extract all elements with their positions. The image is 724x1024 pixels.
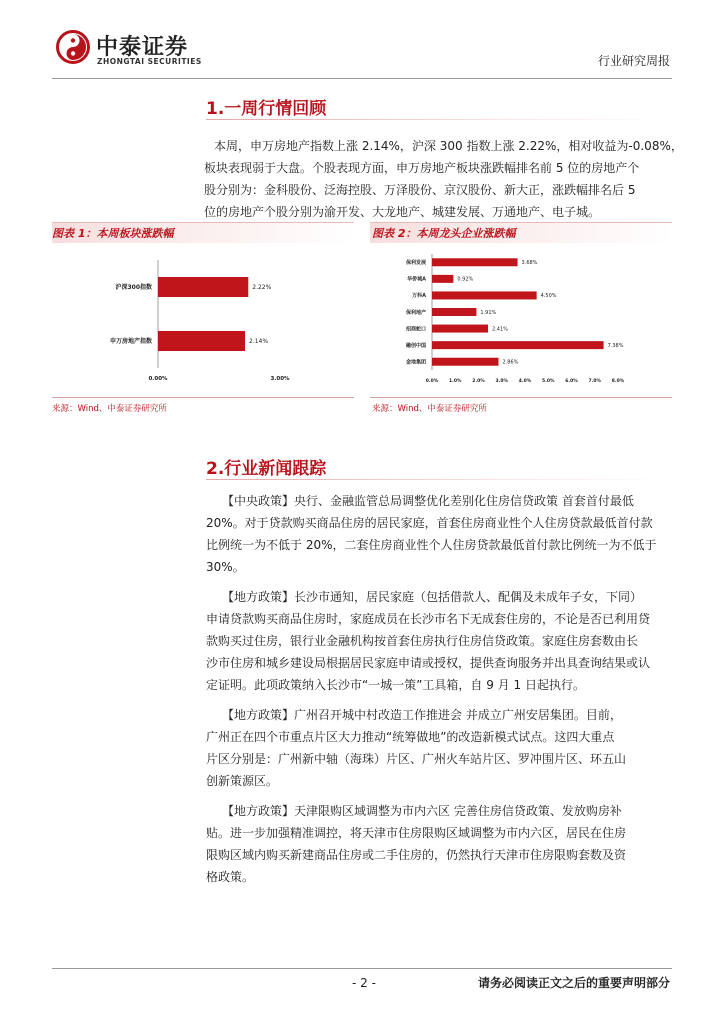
data-label: 0.92% [457,276,474,283]
category-label: 招商蛇口 [405,326,426,333]
figure-1-title: 图表 1：本周板块涨跌幅 [52,227,174,240]
bar [432,275,453,283]
news-line: 【地方政策】天津限购区域调整为市内六区 完善住房信贷政策、发放购房补 [222,804,622,818]
x-tick-label: 5.0% [542,379,555,384]
news-line: 沙市住房和城乡建设局根据居民家庭申请或授权，提供查询服务并出具查询结果或认 [206,656,651,670]
category-label: 沪深300指数 [115,284,152,292]
figure-1-source: 来源：Wind、中泰证券研究所 [52,404,167,414]
news-line: 定证明。此项政策纳入长沙市“一城一策”工具箱，自 9 月 1 日起执行。 [206,678,585,692]
section-1-underline [206,119,666,120]
x-tick-label: 1.0% [449,379,462,384]
section-1-line: 股分别为：金科股份、泛海控股、万泽股份、京汉股份、新大正，涨跌幅排名后 5 [204,183,636,197]
news-line: 片区分别是：广州新中轴（海珠）片区、广州火车站片区、罗冲围片区、环五山 [206,752,627,766]
category-label: 融创中国 [405,342,426,349]
company-name-cn: 中泰证券 [96,35,189,60]
data-label: 1.91% [480,309,497,316]
news-line: 比例统一为不低于 20%，二套住房商业性个人住房贷款最低首付款比例统一为不低于 [206,538,657,552]
news-item-tianjin-policy [206,800,674,888]
x-tick-label: 2.0% [472,379,485,384]
news-line: 申请贷款购买商品住房时，家庭成员在长沙市名下无成套住房的，不论是否已利用贷 [206,612,651,626]
section-2-title: 2.行业新闻跟踪 [206,459,327,479]
news-item-guangzhou-policy [206,704,674,792]
news-line: 【中央政策】央行、金融监管总局调整优化差别化住房信贷政策 首套首付最低 [222,494,634,508]
news-line: 广州正在四个市重点片区大力推动“统筹做地”的改造新模式试点。这四大重点 [206,730,615,744]
section-1-body [204,135,683,223]
report-type-label: 行业研究周报 [597,54,670,68]
category-label: 华侨城A [407,276,426,283]
page-number: - 2 - [352,976,376,990]
category-label: 保利地产 [405,309,426,316]
news-line: 30%。 [206,560,245,574]
x-tick-label: 4.0% [518,379,532,384]
logo-mark-svg [56,30,90,64]
bar [158,277,248,297]
news-line: 格政策。 [206,870,255,884]
figure-2-bottom-rule [370,397,672,398]
x-tick-label: 0.00% [148,376,168,382]
bar [432,291,537,299]
data-label: 2.41% [492,326,508,333]
logo-icon [56,30,90,64]
category-label: 保利发展 [405,260,426,267]
data-label: 2.14% [249,338,269,346]
section-1-line: 板块表现弱于大盘。个股表现方面，申万房地产板块涨跌幅排名前 5 位的房地产个 [204,161,640,175]
category-label: 万科A [412,293,426,300]
x-tick-label: 3.0% [495,379,508,384]
data-label: 7.38% [607,342,624,349]
bar [432,325,488,333]
bar [158,331,245,351]
bar [432,258,518,266]
news-line: 限购区域内购买新建商品住房或二手住房的，仍然执行天津市住房限购套数及资 [206,848,627,862]
data-label: 2.86% [502,359,519,366]
data-label: 4.50% [540,293,557,300]
figure-2-chart [370,246,672,396]
news-item-changsha-policy [206,586,674,696]
news-line: 创新策源区。 [206,774,279,788]
header-divider [52,78,672,79]
news-item-central-policy [206,490,674,578]
company-name-en: ZHONGTAI SECURITIES [97,57,202,66]
x-tick-label: 6.0% [565,379,578,384]
bar [432,308,476,316]
section-1-line: 本周，申万房地产指数上涨 2.14%，沪深 300 指数上涨 2.22%，相对收益为-0.08%， [214,139,683,153]
section-1-title: 1.一周行情回顾 [206,99,327,119]
x-tick-label: 8.0% [611,379,625,384]
section-1-line: 位的房地产个股分别为渝开发、大龙地产、城建发展、万通地产、电子城。 [204,205,601,219]
data-label: 3.68% [521,260,538,267]
x-tick-label: 7.0% [588,379,601,384]
footer-divider [52,968,672,969]
news-line: 【地方政策】长沙市通知，居民家庭（包括借款人、配偶及未成年子女，下同） [222,590,643,604]
news-line: 贴。进一步加强精准调控，将天津市住房限购区域调整为市内六区，居民在住房 [206,826,627,840]
category-label: 申万房地产指数 [109,338,152,346]
bar [432,358,498,366]
figure-2-title: 图表 2：本周龙头企业涨跌幅 [372,227,516,240]
figure-1-chart [52,246,354,396]
figure-1-bottom-rule [52,397,354,398]
data-label: 2.22% [252,284,272,292]
news-line: 款购买过住房，银行业金融机构按首套住房执行住房信贷政策。家庭住房套数由长 [206,634,639,648]
section-2-underline [206,479,666,480]
x-tick-label: 0.0% [425,379,439,384]
bar [432,341,604,349]
x-tick-label: 3.00% [270,376,290,382]
news-line: 【地方政策】广州召开城中村改造工作推进会 并成立广州安居集团。目前， [222,708,622,722]
figure-2-source: 来源：Wind、中泰证券研究所 [372,404,487,414]
news-list [206,490,674,888]
disclaimer-text: 请务必阅读正文之后的重要声明部分 [477,976,670,990]
category-label: 金地集团 [405,359,426,366]
news-line: 20%。对于贷款购买商品住房的居民家庭，首套住房商业性个人住房贷款最低首付款 [206,516,653,530]
